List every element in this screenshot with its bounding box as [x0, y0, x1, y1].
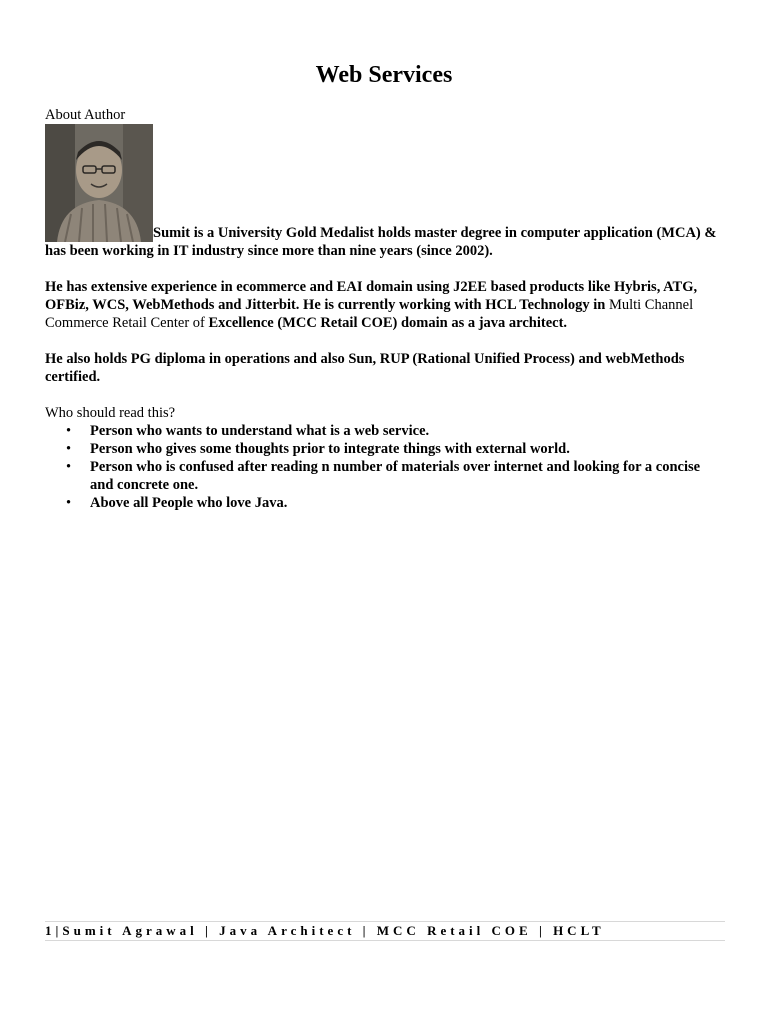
list-item: • Person who is confused after reading n number of materials over internet and looking for a concise and concrete one.: [90, 458, 717, 494]
list-item: • Person who wants to understand what is a web service.: [90, 422, 717, 440]
author-intro-text: Sumit is a University Gold Medalist holds master degree in computer application (MCA) & has been working in IT industry since more than nine years (since 2002).: [45, 225, 717, 259]
author-intro-paragraph: [45, 124, 717, 260]
experience-text-of: of: [192, 315, 209, 331]
author-photo: [45, 124, 153, 242]
list-item: • Person who gives some thoughts prior to integrate things with external world.: [90, 440, 717, 458]
list-item: • Above all People who love Java.: [90, 494, 717, 512]
page-title: Web Services: [315, 62, 453, 88]
experience-text-1: He has extensive experience in ecommerce and EAI domain using J2EE based products like Hybris, ATG, OFBiz, WCS, WebMethods and Jitterbit. He is currently working with HCL Technology in: [45, 279, 698, 313]
about-author-label: About Author: [45, 107, 126, 123]
page-footer: 1|Sumit Agrawal | Java Architect | MCC Retail COE | HCLT: [45, 921, 725, 941]
experience-text-multi: Multi Channel Commerce Retail Center: [45, 297, 694, 331]
experience-paragraph: [45, 278, 717, 332]
certifications-paragraph: He also holds PG diploma in operations and also Sun, RUP (Rational Unified Process) and webMethods certified.: [45, 351, 685, 385]
experience-text-2: Excellence (MCC Retail COE) domain as a java architect.: [208, 315, 568, 331]
document-body: [45, 106, 717, 512]
who-should-read-label: Who should read this?: [45, 405, 176, 421]
reader-list: [45, 422, 717, 512]
